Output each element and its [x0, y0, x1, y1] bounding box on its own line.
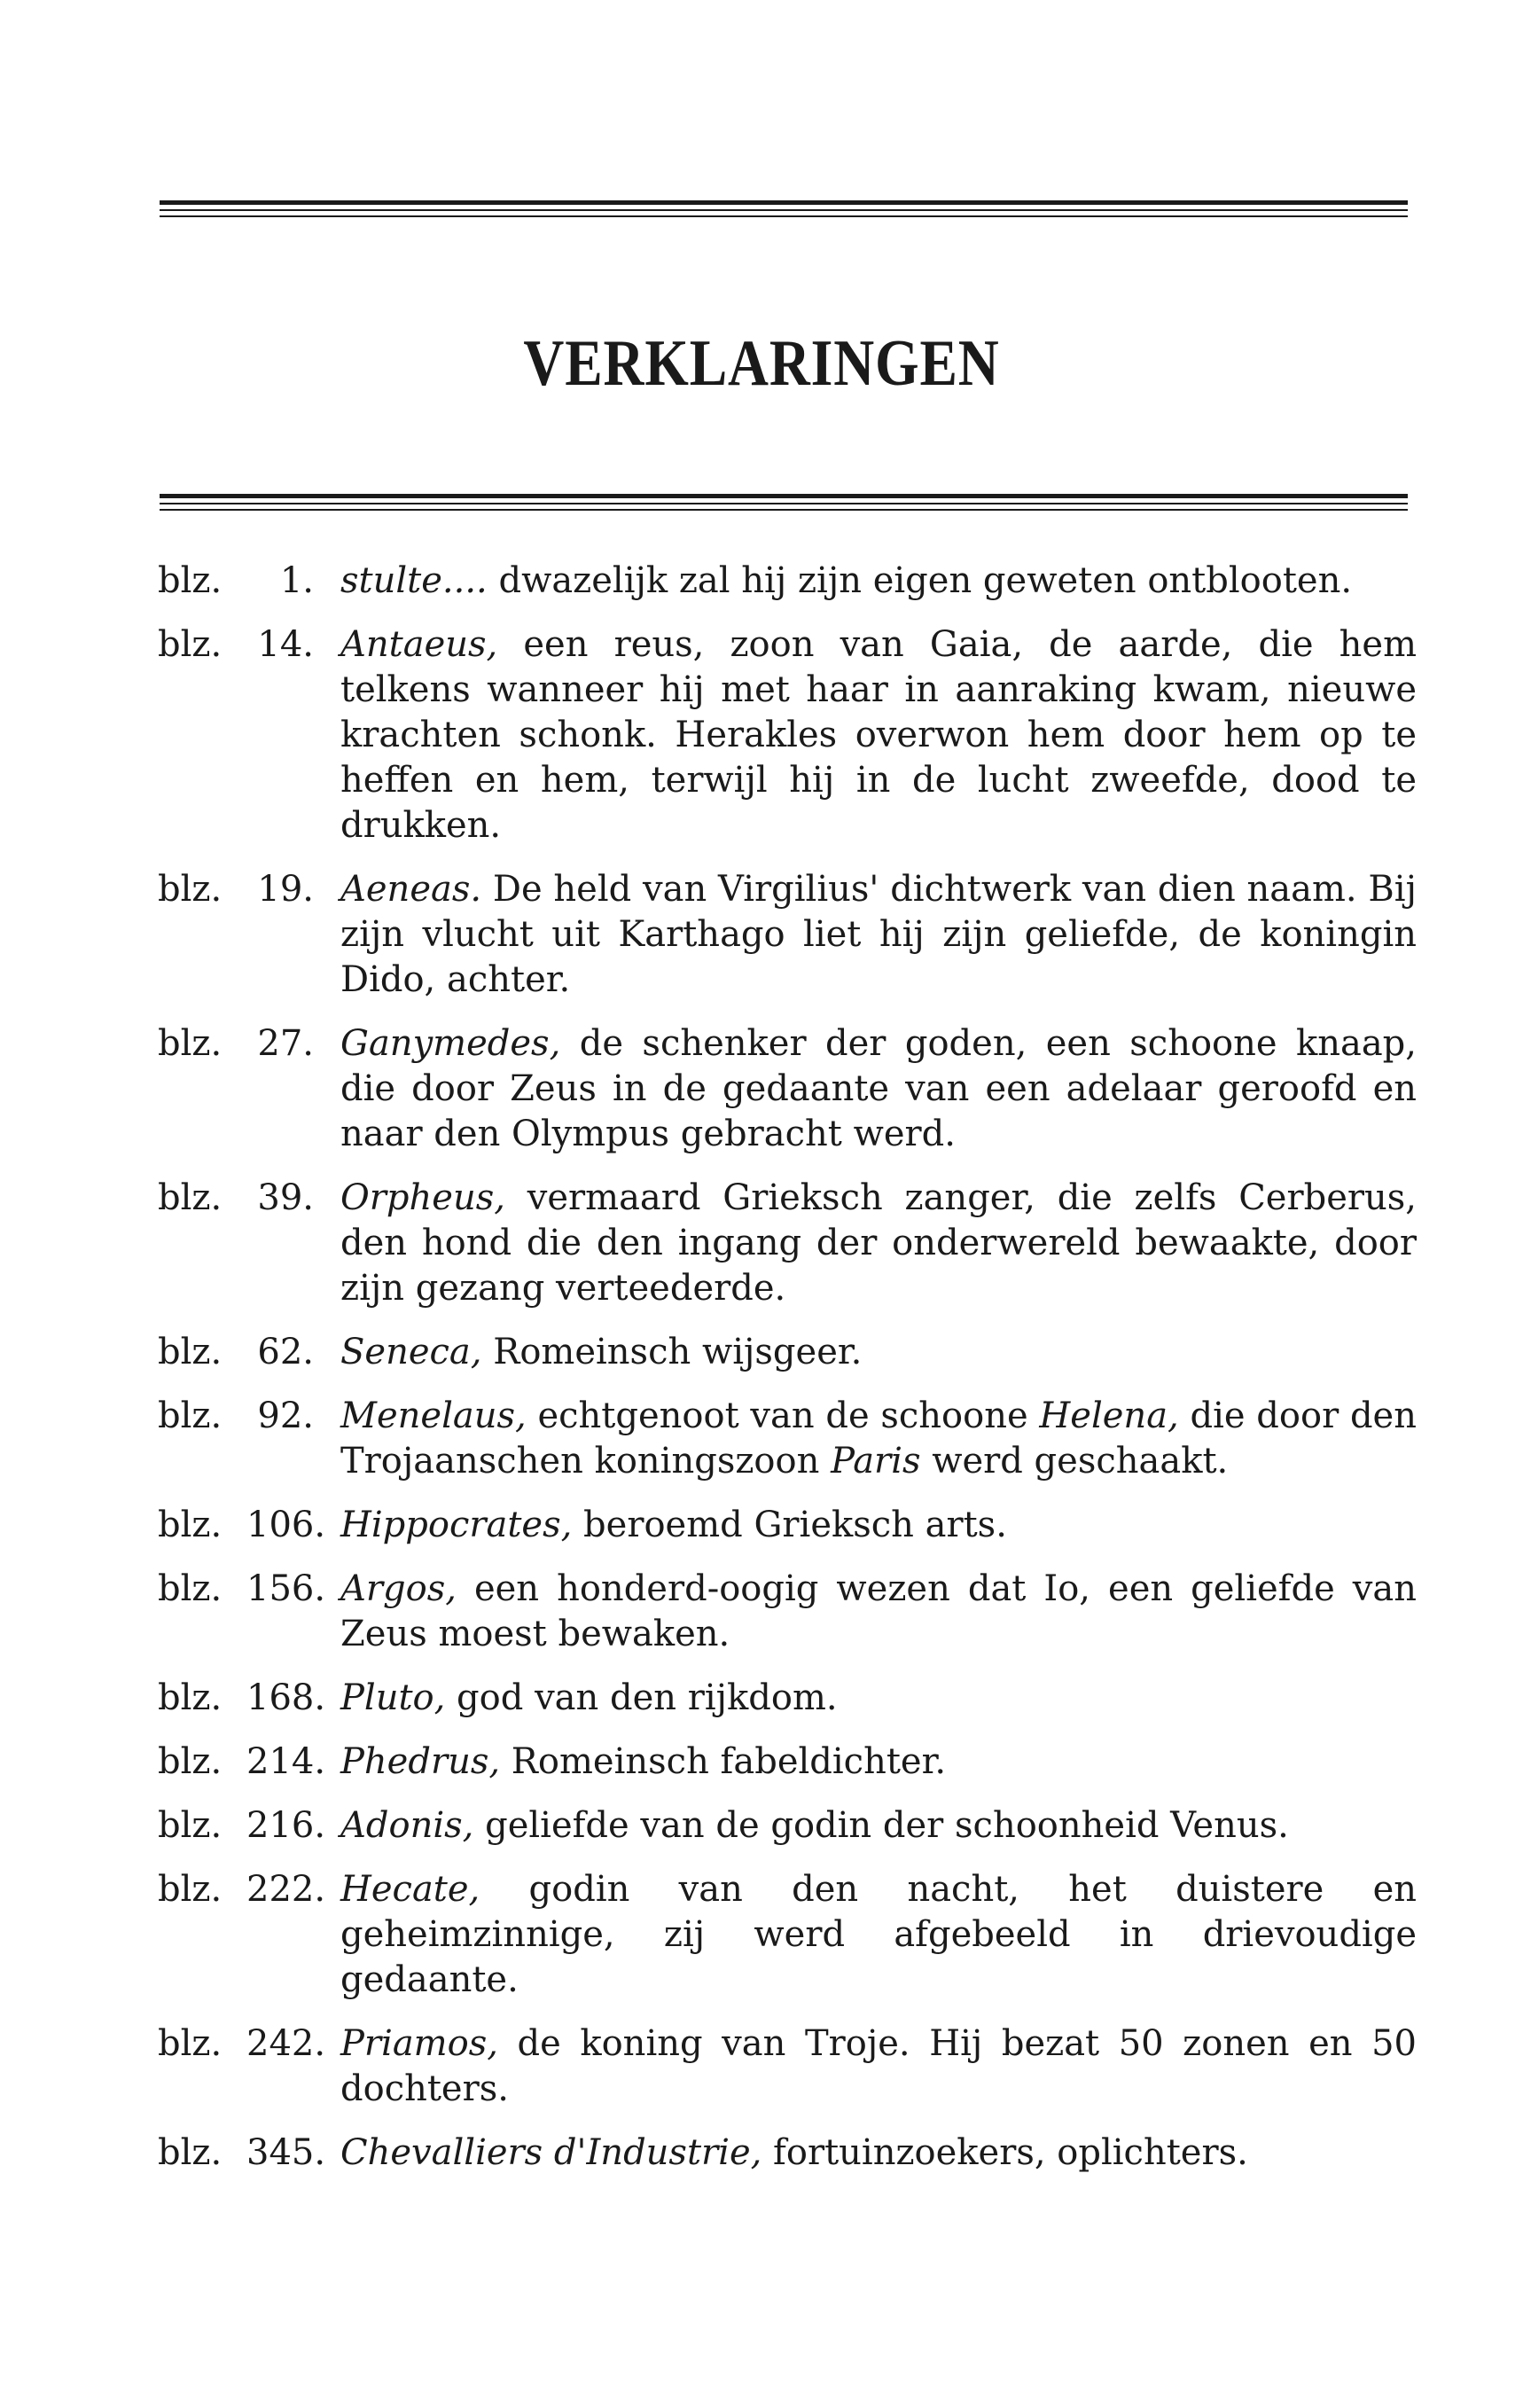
entry-page: 214. — [246, 1741, 326, 1782]
entry-term: Argos, — [340, 1568, 457, 1609]
entry-text: die door den Trojaanschen koningszoon — [340, 1396, 1417, 1482]
entry-body — [340, 1803, 1417, 1849]
entry-term: Aeneas. — [340, 869, 482, 910]
entry-text: beroemd Grieksch arts. — [572, 1505, 1007, 1545]
entry-term: Ganymedes, — [340, 1023, 561, 1064]
glossary-entry — [158, 1676, 1417, 1721]
entry-body — [340, 2130, 1417, 2176]
entry-text: de schenker der goden, een schoone knaap, die door Zeus in de gedaante van een adelaar geroofd en naar den Olympus gebracht werd. — [340, 1023, 1417, 1154]
entry-term: Pluto, — [340, 1677, 446, 1718]
glossary-entry — [158, 1567, 1417, 1657]
glossary-entry — [158, 1803, 1417, 1849]
entry-label: blz. — [158, 869, 223, 910]
entry-body — [340, 1503, 1417, 1548]
entry-label: blz. — [158, 1677, 223, 1718]
entry-body — [340, 1330, 1417, 1375]
entry-page: 1. — [279, 560, 314, 601]
entry-text: De held van Virgilius' dichtwerk van dien naam. Bij zijn vlucht uit Karthago liet hij zijn geliefde, de koningin Dido, achter. — [340, 869, 1417, 1000]
entry-body — [340, 1021, 1417, 1157]
entry-text: dwazelijk zal hij zijn eigen geweten ontblooten. — [487, 560, 1353, 601]
entry-body — [340, 1676, 1417, 1721]
entry-page: 92. — [257, 1396, 314, 1436]
entry-term: Priamos, — [340, 2023, 498, 2064]
entry-page: 106. — [246, 1505, 326, 1545]
entry-term: stulte.... — [340, 560, 488, 601]
entry-text: een honderd-oogig wezen dat Io, een geliefde van Zeus moest bewaken. — [340, 1568, 1417, 1654]
entry-label: blz. — [158, 1177, 223, 1218]
entry-text: godin van den nacht, het duistere en geheimzinnige, zij werd afgebeeld in drievoudige gedaante. — [340, 1869, 1417, 2000]
entry-text: Romeinsch wijsgeer. — [481, 1332, 863, 1372]
entry-body — [340, 559, 1417, 604]
entry-label: blz. — [158, 1332, 223, 1372]
glossary-entry — [158, 559, 1417, 604]
glossary-entry — [158, 2021, 1417, 2112]
entry-text: geliefde van de godin der schoonheid Venus. — [473, 1805, 1289, 1846]
glossary-list — [158, 559, 1417, 2194]
entry-page: 345. — [246, 2132, 326, 2173]
entry-text: echtgenoot van de schoone — [526, 1396, 1040, 1436]
glossary-entry — [158, 1740, 1417, 1785]
entry-text: werd geschaakt. — [920, 1441, 1229, 1482]
entry-label: blz. — [158, 1568, 223, 1609]
entry-term: Seneca, — [340, 1332, 482, 1372]
entry-body — [340, 867, 1417, 1003]
entry-text: Romeinsch fabeldichter. — [500, 1741, 947, 1782]
entry-term: Antaeus, — [340, 624, 498, 665]
entry-page: 156. — [246, 1568, 326, 1609]
entry-body — [340, 1394, 1417, 1484]
page-title: VERKLARINGEN — [523, 327, 1000, 400]
entry-page: 14. — [257, 624, 314, 665]
entry-label: blz. — [158, 1741, 223, 1782]
entry-term: Adonis, — [340, 1805, 474, 1846]
entry-term: Hippocrates, — [340, 1505, 573, 1545]
entry-text: god van den rijkdom. — [445, 1677, 838, 1718]
entry-page: 168. — [246, 1677, 326, 1718]
entry-label: blz. — [158, 1805, 223, 1846]
entry-text: een reus, zoon van Gaia, de aarde, die hem telkens wanneer hij met haar in aanraking kwam, nieuwe krachten schonk. Herakles overwon hem door hem op te heffen en hem, terwijl hij in de lucht zweefde, dood te drukken. — [340, 624, 1417, 846]
entry-page: 222. — [246, 1869, 326, 1910]
entry-label: blz. — [158, 1505, 223, 1545]
entry-body — [340, 622, 1417, 848]
entry-text: fortuinzoekers, oplichters. — [762, 2132, 1248, 2173]
entry-text: de koning van Troje. Hij bezat 50 zonen en 50 dochters. — [340, 2023, 1417, 2109]
entry-label: blz. — [158, 2132, 223, 2173]
entry-page: 19. — [257, 869, 314, 910]
glossary-entry — [158, 1867, 1417, 2003]
entry-body — [340, 2021, 1417, 2112]
glossary-entry — [158, 867, 1417, 1003]
entry-page: 216. — [246, 1805, 326, 1846]
entry-term: Menelaus, — [340, 1396, 527, 1436]
entry-body — [340, 1867, 1417, 2003]
glossary-entry — [158, 1330, 1417, 1375]
entry-page: 242. — [246, 2023, 326, 2064]
entry-term: Orpheus, — [340, 1177, 505, 1218]
entry-term: Hecate, — [340, 1869, 480, 1910]
entry-label: blz. — [158, 1023, 223, 1064]
title-underline-rule — [160, 494, 1408, 511]
entry-term: Chevalliers d'Industrie, — [340, 2132, 762, 2173]
entry-label: blz. — [158, 1396, 223, 1436]
entry-term: Phedrus, — [340, 1741, 501, 1782]
glossary-entry — [158, 1176, 1417, 1311]
entry-label: blz. — [158, 1869, 223, 1910]
entry-italic-name: Paris — [831, 1441, 921, 1482]
glossary-entry — [158, 622, 1417, 848]
entry-page: 39. — [257, 1177, 314, 1218]
entry-body — [340, 1740, 1417, 1785]
entry-label: blz. — [158, 560, 223, 601]
glossary-entry — [158, 1021, 1417, 1157]
top-double-rule — [160, 200, 1408, 217]
glossary-entry — [158, 2130, 1417, 2176]
glossary-entry — [158, 1394, 1417, 1484]
glossary-entry — [158, 1503, 1417, 1548]
entry-page: 27. — [257, 1023, 314, 1064]
entry-body — [340, 1567, 1417, 1657]
entry-body — [340, 1176, 1417, 1311]
entry-text: vermaard Grieksch zanger, die zelfs Cerberus, den hond die den ingang der onderwereld bewaakte, door zijn gezang verteederde. — [340, 1177, 1417, 1309]
entry-italic-name: Helena, — [1039, 1396, 1179, 1436]
entry-label: blz. — [158, 2023, 223, 2064]
entry-label: blz. — [158, 624, 223, 665]
entry-page: 62. — [257, 1332, 314, 1372]
